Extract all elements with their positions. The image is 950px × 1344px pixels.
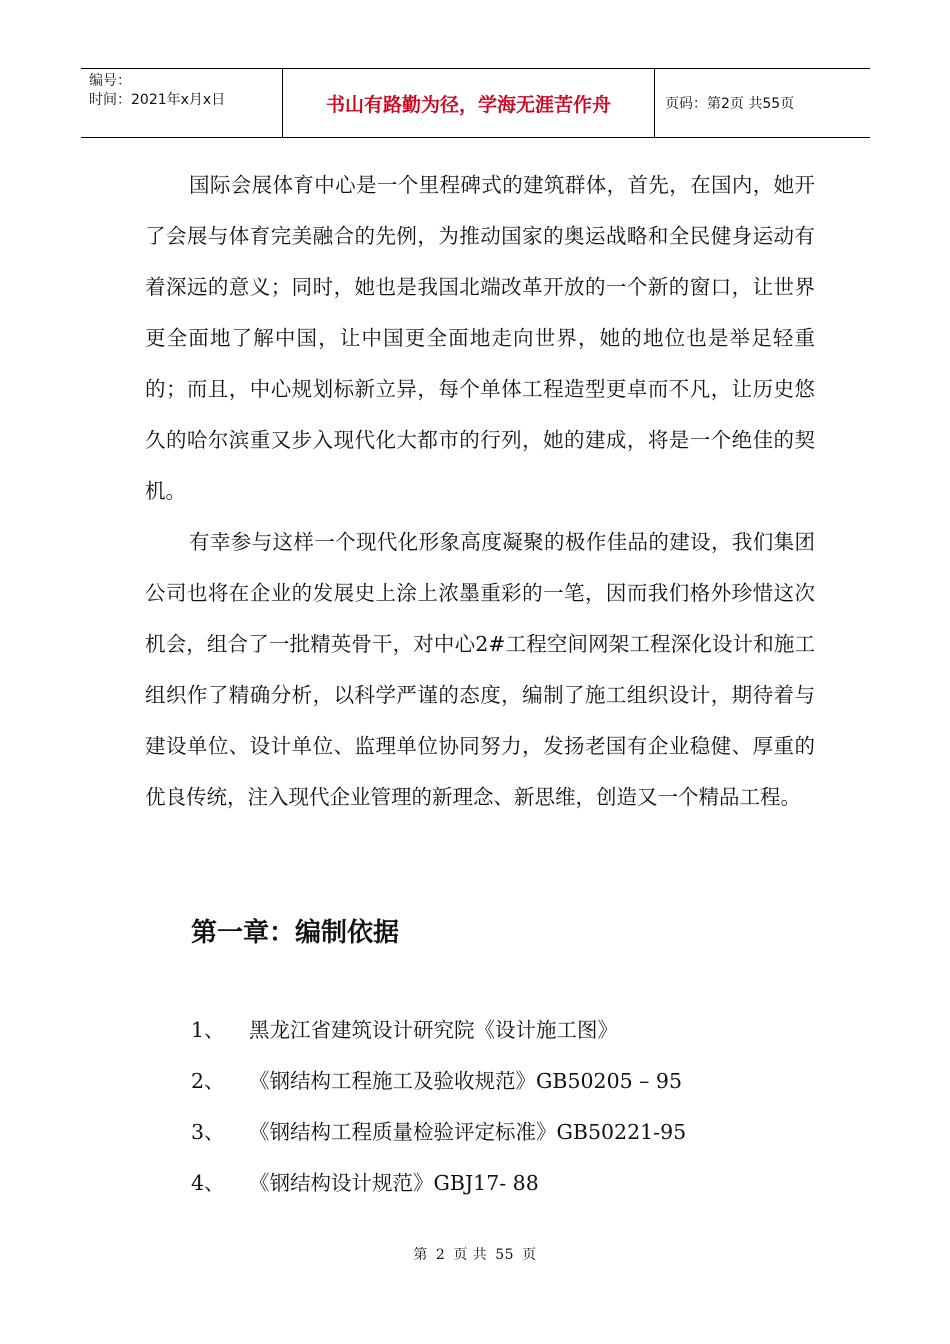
- page-header: [81, 68, 870, 138]
- header-page-info: 页码：第2页 共55页: [665, 96, 795, 112]
- header-motto: 书山有路勤为径，学海无涯苦作舟: [282, 69, 655, 137]
- reference-number: 4、: [191, 1171, 225, 1195]
- reference-text: 《钢结构工程施工及验收规范》GB50205 – 95: [249, 1069, 683, 1093]
- document-body: [145, 160, 815, 823]
- reference-item: [191, 1061, 831, 1112]
- paragraph-intro: 国际会展体育中心是一个里程碑式的建筑群体，首先，在国内，她开了会展与体育完美融合的先例，为推动国家的奥运战略和全民健身运动有着深远的意义；同时，她也是我国北端改革开放的一个新的窗口，让世界更全面地了解中国，让中国更全面地走向世界，她的地位也是举足轻重的；而且，中心规划标新立异，每个单体工程造型更卓而不凡，让历史悠久的哈尔滨重又步入现代化大都市的行列，她的建成，将是一个绝佳的契机。: [145, 173, 815, 503]
- header-meta-cell: [81, 69, 282, 137]
- page-footer: [0, 1244, 950, 1264]
- paragraph-participation: 有幸参与这样一个现代化形象高度凝聚的极作佳品的建设，我们集团公司也将在企业的发展史上涂上浓墨重彩的一笔，因而我们格外珍惜这次机会，组合了一批精英骨干，对中心2#工程空间网架工程深化设计和施工组织作了精确分析，以科学严谨的态度，编制了施工组织设计，期待着与建设单位、设计单位、监理单位协同努力，发扬老国有企业稳健、厚重的优良传统，注入现代企业管理的新理念、新思维，创造又一个精品工程。: [145, 530, 815, 809]
- reference-item: [191, 1163, 831, 1214]
- footer-page-mid: 页 共: [453, 1247, 488, 1263]
- reference-number: 1、: [191, 1018, 225, 1042]
- reference-text: 黑龙江省建筑设计研究院《设计施工图》: [249, 1018, 618, 1042]
- reference-item: [191, 1112, 831, 1163]
- reference-item: [191, 1010, 831, 1061]
- reference-number: 3、: [191, 1120, 225, 1144]
- footer-page-suffix: 页: [522, 1247, 537, 1263]
- reference-list: [191, 1010, 831, 1214]
- document-time-label: 时间：2021年x月x日: [89, 92, 226, 108]
- reference-text: 《钢结构工程质量检验评定标准》GB50221-95: [249, 1120, 687, 1144]
- footer-total-pages: 55: [495, 1247, 515, 1263]
- document-number-label: 编号：: [89, 73, 131, 89]
- reference-text: 《钢结构设计规范》GBJ17- 88: [249, 1171, 539, 1195]
- chapter-heading: 第一章：编制依据: [191, 918, 400, 948]
- footer-page-prefix: 第: [413, 1247, 428, 1263]
- reference-number: 2、: [191, 1069, 225, 1093]
- footer-page-number: 2: [435, 1247, 446, 1263]
